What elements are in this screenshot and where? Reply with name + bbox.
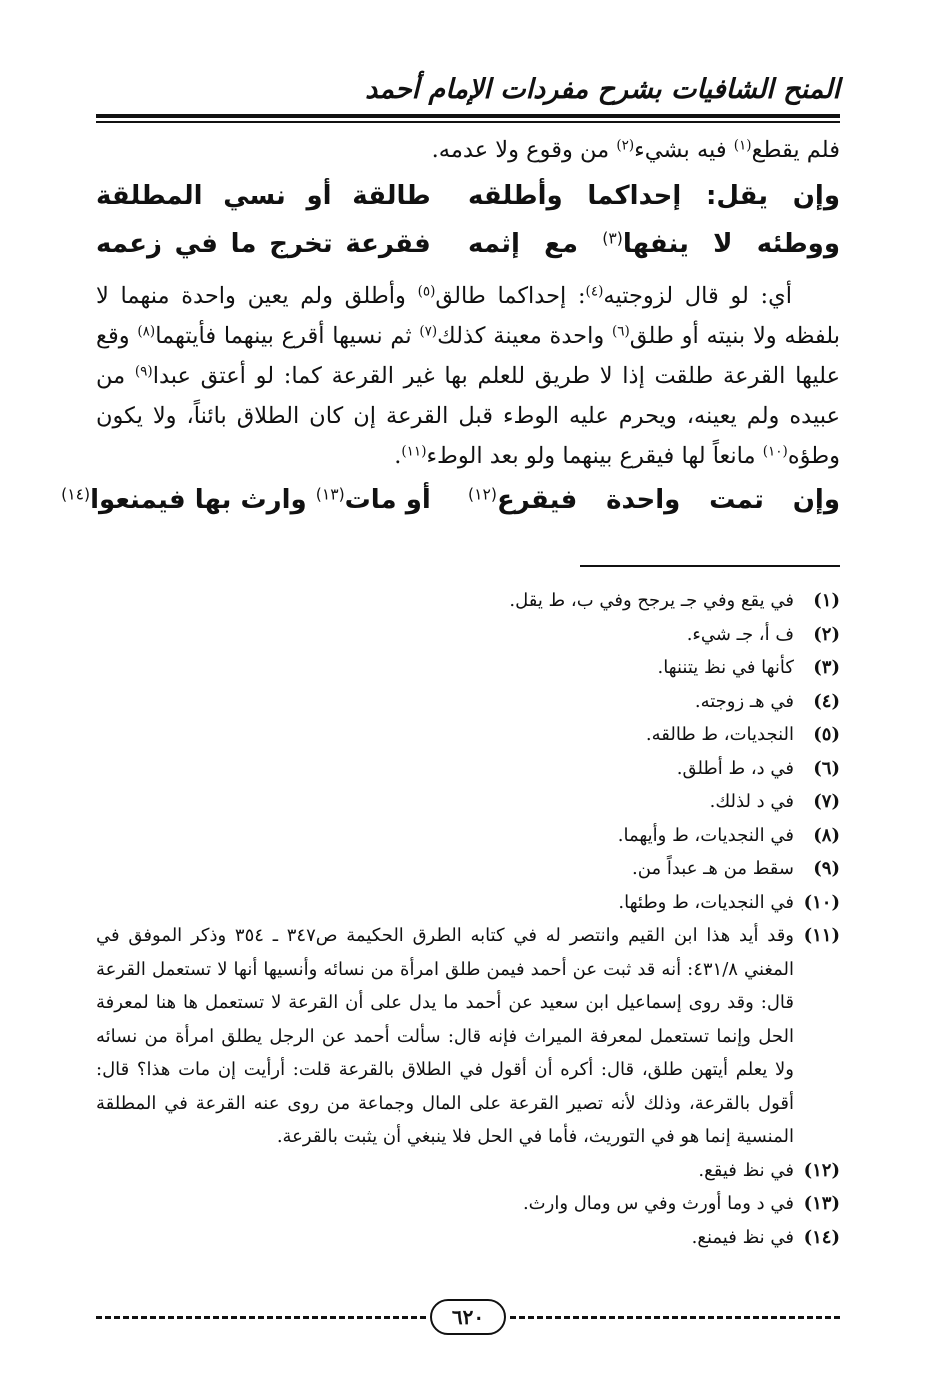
footnote-text: في النجديات، ط وطئها.: [618, 891, 794, 913]
footnote-ref: (١٠): [762, 443, 788, 460]
intro-line: [96, 130, 840, 170]
book-title: المنح الشافيات بشرح مفردات الإمام أحمد: [365, 74, 840, 105]
text-run: : إحداكما طالق: [435, 283, 586, 309]
text-run: واحدة معينة كذلك: [437, 323, 612, 349]
verse-first-hemistich: [468, 220, 840, 268]
footnote-number: (٩): [813, 858, 840, 879]
text-run: من عبيده ولم يعينه، ويحرم عليه الوطء قبل القرعة إن كان الطلاق بائناً، ولا يكون وطؤه: [96, 363, 840, 469]
verse-line-1: [96, 172, 840, 220]
footnote-number: (٣): [813, 657, 840, 678]
footnote-ref: (٣): [602, 229, 623, 248]
footnote: [96, 718, 840, 752]
footnote-ref: (٦): [611, 323, 630, 340]
footnote-text: في هـ زوجته.: [694, 690, 794, 712]
verse-first-hemistich: وإن يقل: إحداكما وأطلقه: [468, 181, 840, 211]
commentary-paragraph: [96, 276, 840, 476]
footnote-number: (١): [813, 590, 840, 611]
header-rule-thick: [96, 114, 840, 118]
text-run: أو مات: [344, 485, 431, 515]
footnote-ref: (١٤): [61, 485, 91, 504]
footnote-text: سقط من هـ عبداً من.: [632, 858, 794, 879]
verse-second-hemistich: طالقة أو نسي المطلقة: [96, 181, 431, 211]
footnote: [96, 785, 840, 819]
text-run: مع إثمه: [468, 229, 603, 259]
text-run: ووطئه لا ينفها: [622, 229, 840, 259]
text-run: وإن تمت واحدة فيقرع: [496, 485, 840, 515]
footnote-number: (٨): [813, 824, 840, 846]
main-text: [61, 130, 841, 524]
text-run: ثم نسيها أقرع بينهما فأيتهما: [155, 323, 420, 349]
footnote-number: (١٤): [803, 1226, 840, 1248]
footnote-ref: (١٢): [468, 485, 497, 504]
verse-line-3: [61, 476, 840, 524]
footnote-text: ف أ، جـ شيء.: [686, 623, 794, 645]
verse-line-2: [96, 220, 840, 268]
footnote-number: (٤): [813, 690, 840, 712]
footnotes-section: [96, 584, 840, 1254]
footnote-number: (١٣): [803, 1193, 840, 1214]
footnote-ref: (١١): [401, 443, 427, 460]
text-run: وقع عليها القرعة طلقت إذا لا طريق للعلم بها غير القرعة كما: لو أعتق عبدا: [96, 323, 840, 389]
text-run: مانعاً لها فيقرع بينهما ولو بعد الوطء: [426, 443, 763, 469]
footnote-number: (١٢): [803, 1159, 840, 1181]
text-run: من وقوع ولا عدمه.: [431, 137, 617, 163]
footnote: [96, 819, 840, 853]
footnote-separator: [580, 565, 840, 567]
footnote-text: في د وما أورث وفي س ومال وارث.: [522, 1193, 794, 1214]
text-run: أي: لو قال لزوجتيه: [603, 283, 792, 309]
footnote: [96, 1154, 840, 1188]
verse-second-hemistich: فقرعة تخرج ما في زعمه: [96, 229, 431, 259]
text-run: وارث بها فيمنعوا: [90, 485, 316, 515]
header-rule-thin: [96, 121, 840, 123]
verse-second-hemistich: [61, 476, 431, 524]
footnote-ref: (٢): [616, 137, 635, 154]
footer-dashed-rule-right: [510, 1316, 840, 1319]
footnote-text: في النجديات، ط وأيهما.: [617, 824, 794, 846]
footnote-ref: (٩): [134, 363, 153, 380]
footnote-text: في نظ فيمنع.: [691, 1226, 794, 1248]
text-run: فلم يقطع: [751, 137, 840, 163]
footnote: [96, 1221, 840, 1255]
footnote-text: وقد أيد هذا ابن القيم وانتصر له في كتابه الطرق الحكيمة ص٣٤٧ ـ ٣٥٤ وذكر الموفق في المغني ٤٣١/٨: أنه قد ثبت عن أحمد فيمن طلق امرأة من نسائه وأنسيها أنها لا تستعمل القرعة قال: وقد روى إسماعيل ابن سعيد عن أحمد ما يدل على أن القرعة لا تستعمل ها هنا لمعرفة الحل وإنما تستعمل لمعرفة الميراث فإنه قال: سألت أحمد عن الرجل يطلق امرأة من نسائه ولا يعلم أيتهن طلق، قال: أكره أن أقول في الطلاق بالقرعة قلت: أرأيت إن مات هذا؟ قال: أقول بالقرعة، وذلك لأنه تصير القرعة على المال وجماعة من روى عنه القرعة في المطلقة المنسية إنما هو في التوريث، فأما في الحل فلا ينبغي أن يثبت بالقرعة.: [96, 925, 795, 1147]
footnote-text: في يقع وفي جـ يرجح وفي ب، ط يقل.: [509, 590, 794, 611]
footnote-ref: (٥): [417, 283, 436, 300]
footnote: [96, 886, 840, 920]
footnote: [96, 651, 840, 685]
footnote-ref: (٤): [585, 283, 604, 300]
footnote: [96, 852, 840, 886]
footnote-text: في نظ فيقع.: [698, 1159, 794, 1181]
page-footer: [96, 1296, 840, 1336]
footnote: [96, 584, 840, 618]
footnote-text: النجديات، ط طالقه.: [645, 724, 794, 745]
footnote-ref: (٧): [419, 323, 438, 340]
footnote-number: (٦): [813, 757, 840, 779]
text-run: .: [394, 443, 402, 469]
footnote-number: (١١): [803, 925, 840, 946]
footnote-ref: (١٣): [315, 485, 345, 504]
footnote-text: في د لذلك.: [709, 791, 794, 812]
footer-dashed-rule-left: [96, 1316, 426, 1319]
verse-first-hemistich: [468, 476, 840, 524]
footnote-number: (٥): [813, 724, 840, 745]
footnote-text: كأنها في نظ يتننها.: [657, 657, 794, 678]
footnote-number: (٢): [813, 623, 840, 645]
footnote-number: (٧): [813, 791, 840, 812]
text-run: وأطلق ولم يعين واحدة منهما لا بلفظه ولا بنيته أو طلق: [96, 283, 841, 349]
running-header: [96, 68, 840, 112]
footnote-number: (١٠): [803, 891, 840, 913]
footnote-text: في د، ط أطلق.: [676, 757, 794, 779]
page-number: ٦٢٠: [430, 1299, 506, 1335]
footnote: [96, 618, 840, 652]
text-run: فيه بشيء: [634, 137, 734, 163]
footnote-ref: (٨): [137, 323, 156, 340]
footnote-ref: (١): [733, 137, 752, 154]
footnote: [96, 752, 840, 786]
footnote: [96, 1187, 840, 1221]
footnote: [96, 919, 840, 1154]
footnote: [96, 685, 840, 719]
